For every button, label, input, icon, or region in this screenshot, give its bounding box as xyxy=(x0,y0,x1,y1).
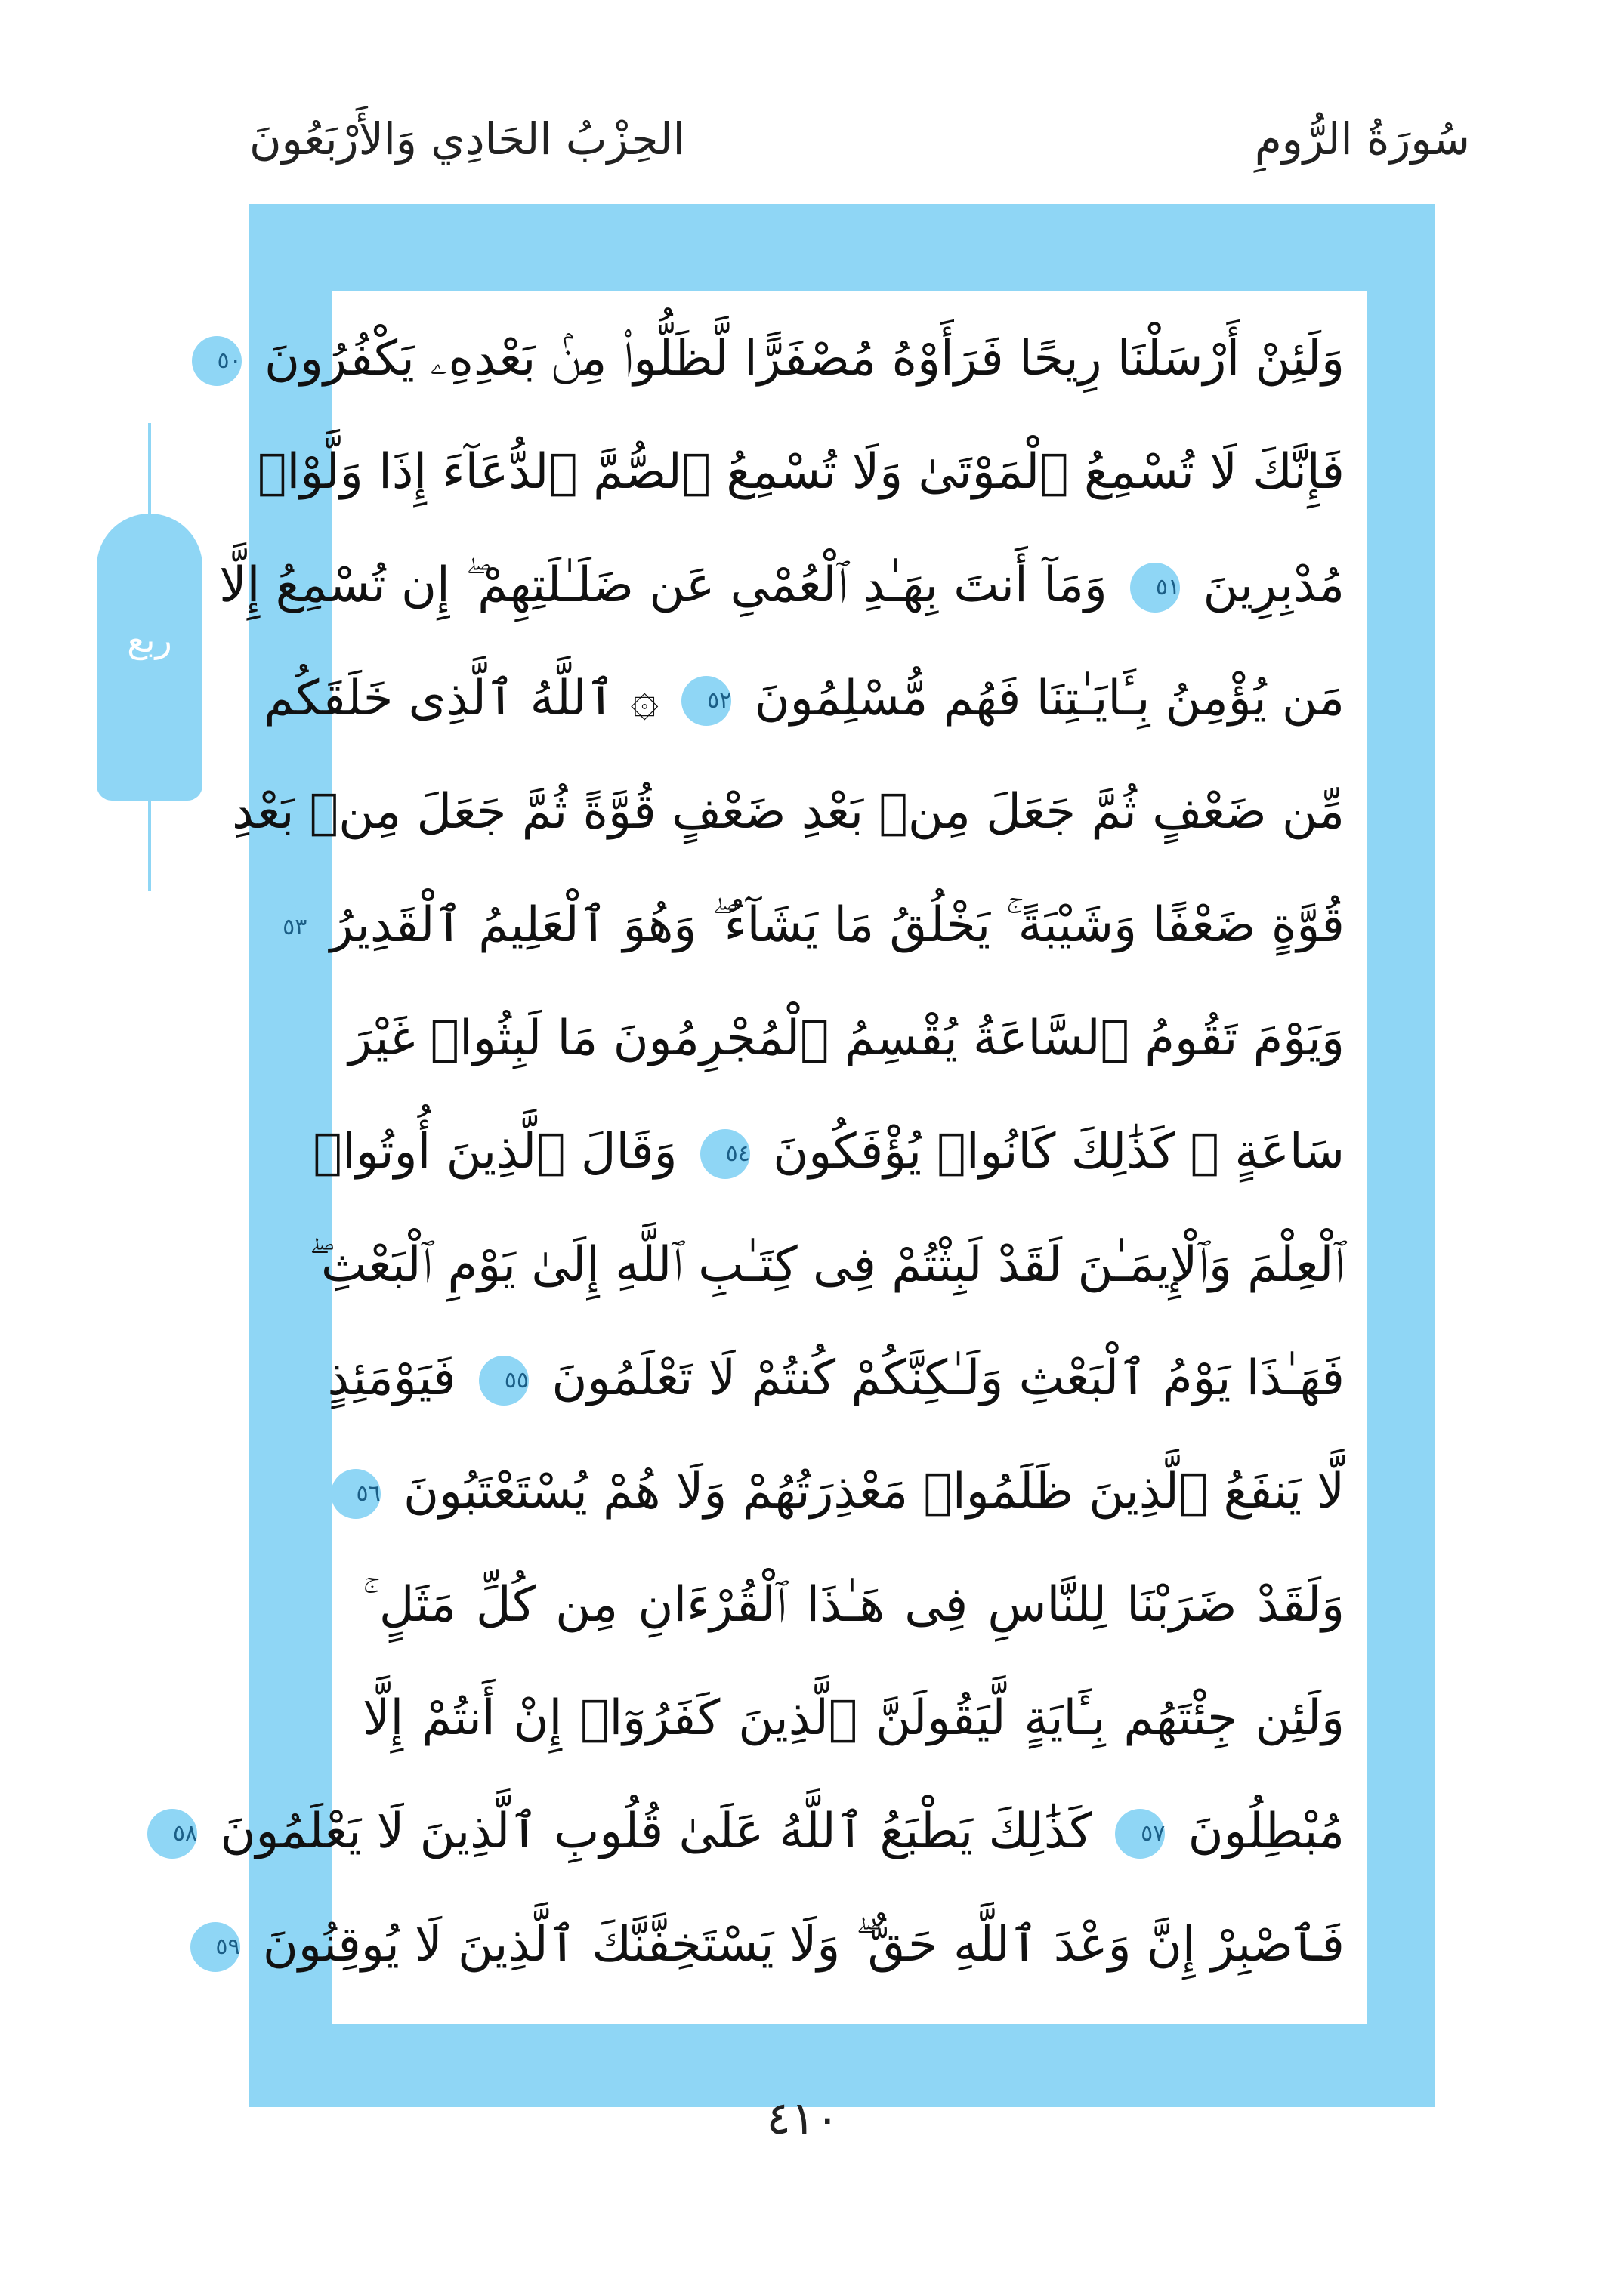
verse-text: فَإِنَّكَ لَا تُسْمِعُ ٱلْمَوْتَىٰ وَلَا تُسْمِعُ ٱلصُّمَّ ٱلدُّعَآءَ إِذَا وَلَّوْا۟ xyxy=(258,444,1345,500)
text-line xyxy=(219,529,1345,642)
ayah-end-marker: ٥٤ xyxy=(700,1129,750,1179)
text-line xyxy=(264,642,1345,755)
verse-text: ۞ ٱللَّهُ ٱلَّذِى خَلَقَكُم xyxy=(264,671,659,727)
text-line xyxy=(327,1322,1345,1435)
verse-text: كَذَٰلِكَ يَطْبَعُ ٱللَّهُ عَلَىٰ قُلُوبِ ٱلَّذِينَ لَا يَعْلَمُونَ xyxy=(220,1804,1092,1859)
text-line xyxy=(363,1548,1345,1662)
verse-text: فَيَوْمَئِذٍ xyxy=(327,1350,456,1406)
verse-text: قُوَّةٍ ضَعْفًا وَشَيْبَةً ۚ يَخْلُقُ مَا يَشَآءُ ۖ وَهُوَ ٱلْعَلِيمُ ٱلْقَدِيرُ xyxy=(329,897,1345,953)
quran-text xyxy=(172,302,1345,2001)
hizb-name: الحِزْبُ الحَادِي وَالأَرْبَعُونَ xyxy=(249,113,685,165)
verse-text: مُدْبِرِينَ xyxy=(1203,557,1345,613)
verse-text: وَقَالَ ٱلَّذِينَ أُوتُوا۟ xyxy=(313,1124,678,1180)
ayah-end-marker: ٥٣ xyxy=(257,903,307,952)
rub-label: ربع xyxy=(127,619,172,660)
text-line xyxy=(258,415,1345,529)
ayah-end-marker: ٥٦ xyxy=(331,1469,381,1519)
verse-text: لَّا يَنفَعُ ٱلَّذِينَ ظَلَمُوا۟ مَعْذِرَتُهُمْ وَلَا هُمْ يُسْتَعْتَبُونَ xyxy=(403,1464,1345,1520)
text-line xyxy=(215,1888,1345,2001)
text-line xyxy=(217,302,1345,415)
verse-text: فَهَـٰذَا يَوْمُ ٱلْبَعْثِ وَلَـٰكِنَّكُمْ كُنتُمْ لَا تَعْلَمُونَ xyxy=(551,1350,1345,1406)
verse-text: وَلَقَدْ ضَرَبْنَا لِلنَّاسِ فِى هَـٰذَا ٱلْقُرْءَانِ مِن كُلِّ مَثَلٍ ۚ xyxy=(363,1577,1345,1633)
ayah-end-marker: ٥٠ xyxy=(192,336,242,386)
ayah-end-marker: ٥٩ xyxy=(190,1922,240,1972)
text-line xyxy=(356,1435,1345,1548)
verse-text: فَٱصْبِرْ إِنَّ وَعْدَ ٱللَّهِ حَقٌّ ۖ وَلَا يَسْتَخِفَّنَّكَ ٱلَّذِينَ لَا يُوقِنُونَ xyxy=(262,1917,1345,1973)
verse-text: وَيَوْمَ تَقُومُ ٱلسَّاعَةُ يُقْسِمُ ٱلْمُجْرِمُونَ مَا لَبِثُوا۟ غَيْرَ xyxy=(348,1011,1345,1066)
verse-text: مِّن ضَعْفٍ ثُمَّ جَعَلَ مِنۢ بَعْدِ ضَعْفٍ قُوَّةً ثُمَّ جَعَلَ مِنۢ بَعْدِ xyxy=(232,784,1345,840)
ayah-end-marker: ٥٢ xyxy=(681,676,731,726)
side-marker-line-top xyxy=(148,423,151,514)
text-line xyxy=(308,1208,1345,1322)
side-marker xyxy=(97,423,202,891)
verse-text: مَن يُؤْمِنُ بِـَٔايَـٰتِنَا فَهُم مُّسْلِمُونَ xyxy=(754,671,1345,727)
verse-text: ٱلْعِلْمَ وَٱلْإِيمَـٰنَ لَقَدْ لَبِثْتُمْ فِى كِتَـٰبِ ٱللَّهِ إِلَىٰ يَوْمِ ٱلْبَعْثِ ۖ xyxy=(308,1237,1345,1293)
ayah-end-marker: ٥١ xyxy=(1130,563,1180,613)
ayah-end-marker: ٥٨ xyxy=(147,1809,197,1859)
verse-text: وَمَآ أَنتَ بِهَـٰدِ ٱلْعُمْىِ عَن ضَلَـٰلَتِهِمْ ۖ إِن تُسْمِعُ إِلَّا xyxy=(219,557,1107,613)
verse-text: مُبْطِلُونَ xyxy=(1188,1804,1345,1859)
page-number: ٤١٠ xyxy=(766,2092,840,2145)
side-marker-line-bottom xyxy=(148,801,151,891)
ayah-end-marker: ٥٥ xyxy=(479,1356,529,1406)
verse-text: سَاعَةٍ ۚ كَذَٰلِكَ كَانُوا۟ يُؤْفَكُونَ xyxy=(773,1124,1345,1180)
text-line xyxy=(172,1775,1345,1888)
text-line xyxy=(232,755,1345,869)
surah-name: سُورَةُ الرُّومِ xyxy=(1254,113,1470,165)
text-line xyxy=(313,1095,1345,1208)
text-line xyxy=(283,869,1345,982)
ayah-end-marker: ٥٧ xyxy=(1115,1809,1165,1859)
verse-text: وَلَئِن جِئْتَهُم بِـَٔايَةٍ لَّيَقُولَنَّ ٱلَّذِينَ كَفَرُوٓا۟ إِنْ أَنتُمْ إِلَّا xyxy=(363,1690,1345,1746)
text-line xyxy=(348,982,1345,1095)
verse-text: وَلَئِنْ أَرْسَلْنَا رِيحًا فَرَأَوْهُ مُصْفَرًّا لَّظَلُّوا۟ مِنۢ بَعْدِهِۦ يَكْفُرُونَ xyxy=(264,331,1345,387)
text-line xyxy=(363,1662,1345,1775)
